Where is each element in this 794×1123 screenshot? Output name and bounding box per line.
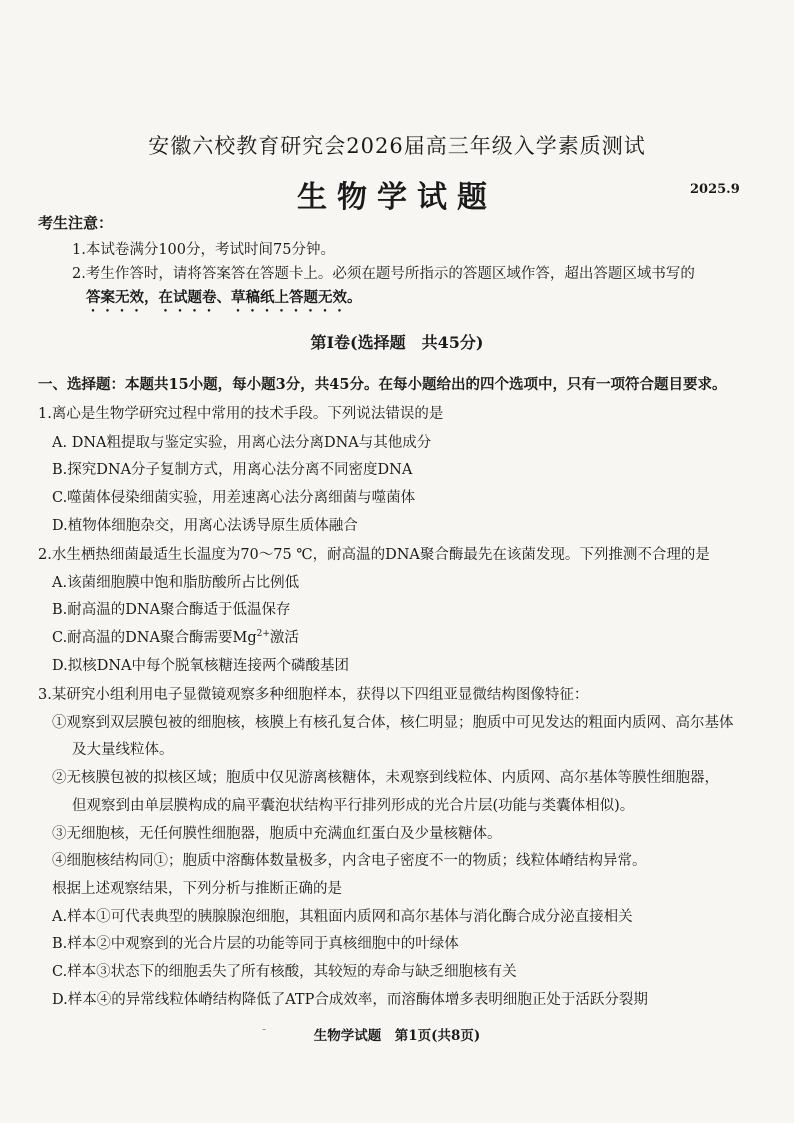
q1-option-d: D.植物体细胞杂交，用离心法诱导原生质体融合 — [52, 518, 358, 534]
q2-option-c-text: C.耐高温的DNA聚合酶需要Mg — [52, 630, 257, 646]
exam-title: 安徽六校教育研究会2026届高三年级入学素质测试 — [148, 134, 646, 158]
q2-option-b: B.耐高温的DNA聚合酶适于低温保存 — [52, 602, 291, 618]
exam-date: 2025.9 — [690, 182, 740, 197]
section-instruction: 一、选择题：本题共15小题，每小题3分，共45分。在每小题给出的四个选项中，只有一项符合题目要求。 — [38, 376, 727, 393]
q1-option-b: B.探究DNA分子复制方式，用离心法分离不同密度DNA — [52, 462, 413, 478]
notice-item-2b: 答案无效，在试题卷、草稿纸上答题无效。 — [86, 289, 362, 306]
q1-stem: 1.离心是生物学研究过程中常用的技术手段。下列说法错误的是 — [38, 406, 444, 422]
q2-option-d: D.拟核DNA中每个脱氧核糖连接两个磷酸基团 — [52, 658, 350, 674]
q3-observation-3: ③无细胞核，无任何膜性细胞器，胞质中充满血红蛋白及少量核糖体。 — [52, 826, 502, 842]
footer-dash: - — [262, 1022, 267, 1036]
q2-option-c-superscript: 2+ — [256, 629, 270, 640]
q3-stem: 3.某研究小组利用电子显微镜观察多种细胞样本，获得以下四组亚显微结构图像特征： — [38, 687, 589, 703]
notice-heading: 考生注意： — [38, 214, 114, 232]
page-footer: 生物学试题 第1页(共8页) — [313, 1028, 481, 1044]
subject-title: 生物学试题 — [297, 180, 497, 215]
q3-observation-1b: 及大量线粒体。 — [72, 742, 174, 758]
q3-option-a: A.样本①可代表典型的胰腺腺泡细胞，其粗面内质网和高尔基体与消化酶合成分泌直接相关 — [52, 909, 633, 925]
q3-observation-2a: ②无核膜包被的拟核区域；胞质中仅见游离核糖体，未观察到线粒体、内质网、高尔基体等膜性细胞器， — [52, 770, 719, 786]
q3-observation-2b: 但观察到由单层膜构成的扁平囊泡状结构平行排列形成的光合片层(功能与类囊体相似)。 — [72, 798, 635, 814]
q2-option-a: A.该菌细胞膜中饱和脂肪酸所占比例低 — [52, 575, 300, 591]
notice-item-1: 1.本试卷满分100分，考试时间75分钟。 — [72, 242, 335, 258]
notice-item-2a: 2.考生作答时，请将答案答在答题卡上。必须在题号所指示的答题区域作答，超出答题区域书写的 — [72, 266, 695, 282]
q3-option-d: D.样本④的异常线粒体嵴结构降低了ATP合成效率，而溶酶体增多表明细胞正处于活跃分裂期 — [52, 992, 648, 1008]
q2-option-c — [52, 626, 299, 647]
q1-option-c: C.噬菌体侵染细菌实验，用差速离心法分离细菌与噬菌体 — [52, 490, 416, 506]
q2-option-c-suffix: 激活 — [269, 630, 299, 646]
section-title: 第Ⅰ卷(选择题 共45分) — [310, 333, 484, 352]
q3-option-b: B.样本②中观察到的光合片层的功能等同于真核细胞中的叶绿体 — [52, 936, 459, 952]
q3-observation-4: ④细胞核结构同①；胞质中溶酶体数量极多，内含电子密度不一的物质；线粒体嵴结构异常。 — [52, 853, 647, 869]
q2-stem: 2.水生栖热细菌最适生长温度为70～75 ℃，耐高温的DNA聚合酶最先在该菌发现。下列推测不合理的是 — [38, 547, 710, 563]
q3-prompt: 根据上述观察结果，下列分析与推断正确的是 — [52, 881, 342, 897]
q1-option-a: A. DNA粗提取与鉴定实验，用离心法分离DNA与其他成分 — [52, 435, 432, 451]
q3-option-c: C.样本③状态下的细胞丢失了所有核酸，其较短的寿命与缺乏细胞核有关 — [52, 964, 517, 980]
q3-observation-1a: ①观察到双层膜包被的细胞核，核膜上有核孔复合体，核仁明显；胞质中可见发达的粗面内质网、高尔基体 — [52, 715, 734, 731]
